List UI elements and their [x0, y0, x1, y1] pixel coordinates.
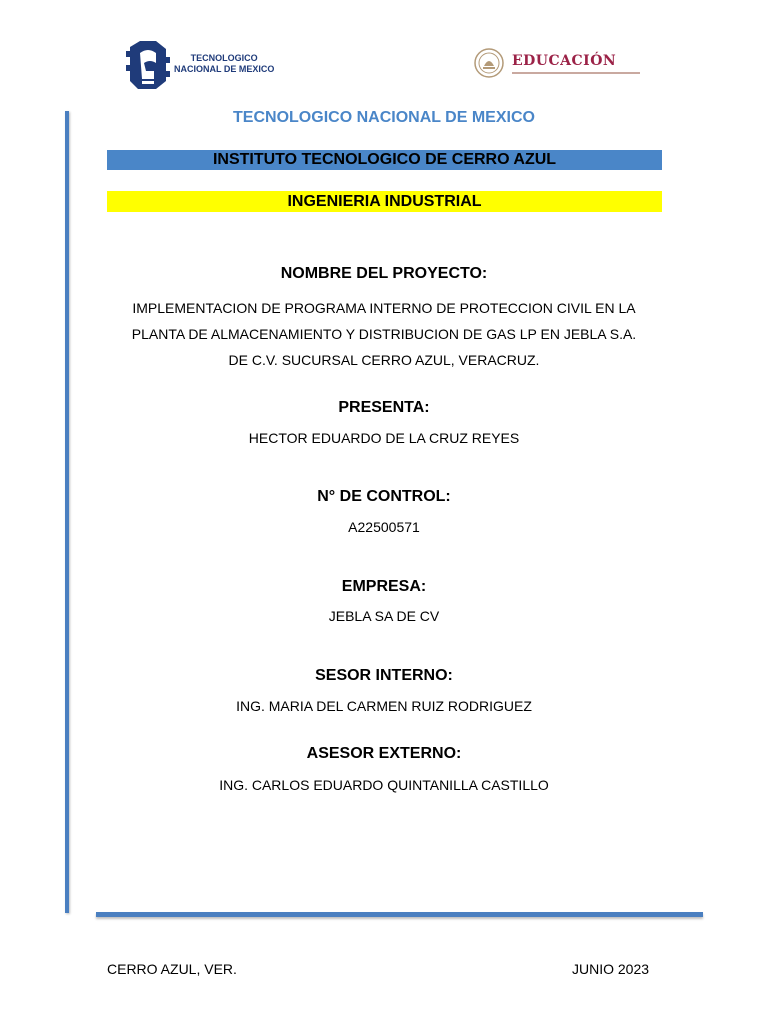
sep-logo-word: EDUCACIÓN	[512, 52, 617, 69]
student-name: HECTOR EDUARDO DE LA CRUZ REYES	[248, 430, 520, 446]
career-banner: INGENIERIA INDUSTRIAL	[107, 191, 662, 212]
external-advisor-heading: ASESOR EXTERNO:	[306, 745, 462, 762]
internal-advisor-heading: SESOR INTERNO:	[315, 667, 453, 684]
project-name	[0, 295, 768, 373]
footer-place: CERRO AZUL, VER.	[107, 961, 237, 977]
project-line: PLANTA DE ALMACENAMIENTO Y DISTRIBUCION DE GAS LP EN JEBLA S.A.	[131, 326, 637, 342]
tecnm-logo	[126, 37, 274, 91]
empresa-heading: EMPRESA:	[341, 578, 427, 595]
sep-logo-subline	[512, 72, 640, 74]
control-heading: N° DE CONTROL:	[317, 488, 451, 505]
company-name: JEBLA SA DE CV	[328, 608, 440, 624]
institute-banner: INSTITUTO TECNOLOGICO DE CERRO AZUL	[107, 150, 662, 170]
tecnm-logo-line2: NACIONAL DE MEXICO	[174, 64, 275, 74]
tecnm-logo-line1: TECNOLOGICO	[190, 53, 258, 63]
mexico-seal-icon	[474, 48, 504, 78]
external-advisor-name: ING. CARLOS EDUARDO QUINTANILLA CASTILLO	[219, 777, 549, 793]
tecnm-emblem-icon	[126, 37, 170, 91]
project-line: DE C.V. SUCURSAL CERRO AZUL, VERACRUZ.	[228, 352, 540, 368]
project-heading: NOMBRE DEL PROYECTO:	[280, 265, 488, 282]
presenta-heading: PRESENTA:	[338, 399, 430, 416]
sep-logo	[474, 48, 640, 78]
bottom-border-line	[96, 912, 703, 917]
internal-advisor-name: ING. MARIA DEL CARMEN RUIZ RODRIGUEZ	[236, 698, 532, 714]
page-title: TECNOLOGICO NACIONAL DE MEXICO	[233, 109, 535, 126]
footer-date: JUNIO 2023	[572, 961, 650, 977]
control-number: A22500571	[348, 519, 420, 535]
project-line: IMPLEMENTACION DE PROGRAMA INTERNO DE PROTECCION CIVIL EN LA	[132, 300, 636, 316]
